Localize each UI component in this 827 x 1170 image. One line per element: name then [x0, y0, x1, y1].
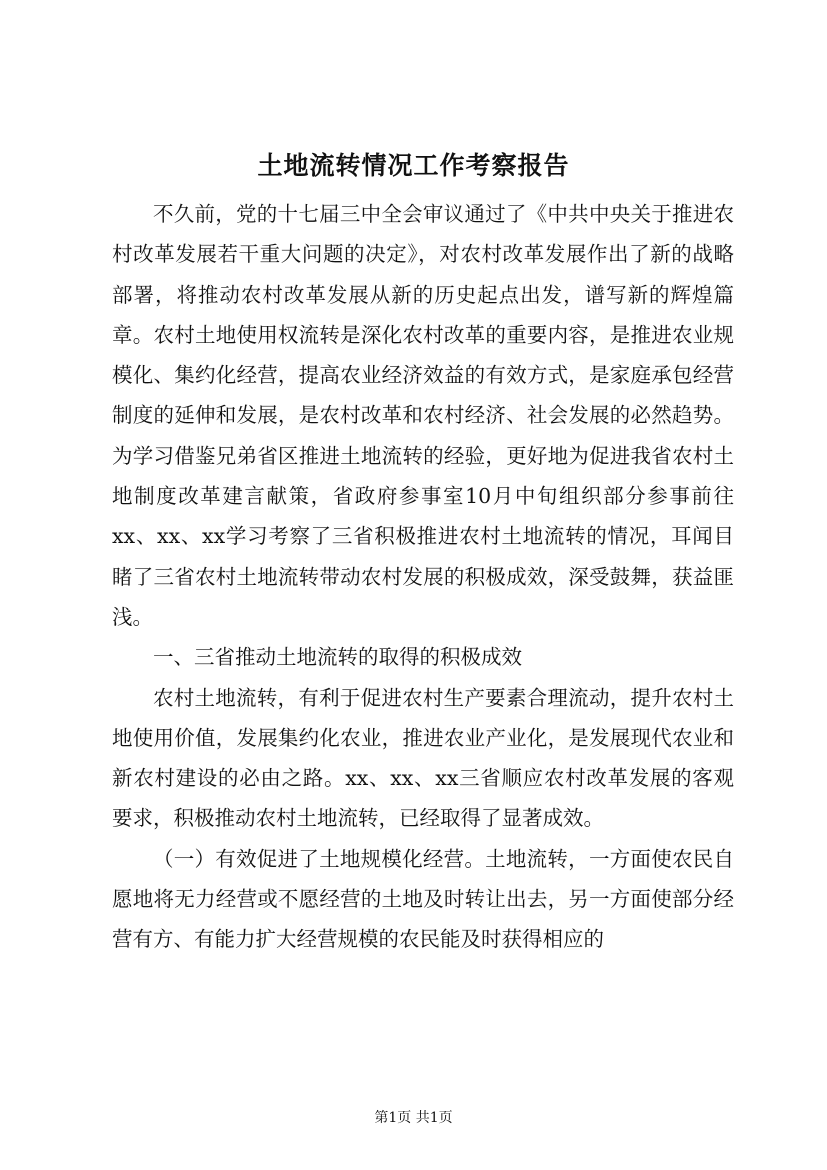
paragraph-section-intro: 农村土地流转，有利于促进农村生产要素合理流动，提升农村土地使用价值，发展集约化农业，推进农业产业化，是发展现代农业和新农村建设的必由之路。xx、xx、xx三省顺应农村改革发展的客观要求，积极推动农村土地流转，已经取得了显著成效。: [112, 685, 734, 831]
paragraph-intro: 不久前，党的十七届三中全会审议通过了《中共中央关于推进农村改革发展若干重大问题的决定》，对农村改革发展作出了新的战略部署，将推动农村改革发展从新的历史起点出发，谱写新的辉煌篇章。农村土地使用权流转是深化农村改革的重要内容，是推进农业规模化、集约化经营，提高农业经济效益的有效方式，是家庭承包经营制度的延伸和发展，是农村改革和农村经济、社会发展的必然趋势。为学习借鉴兄弟省区推进土地流转的经验，更好地为促进我省农村土地制度改革建言献策，省政府参事室10月中旬组织部分参事前往xx、xx、xx学习考察了三省积极推进农村土地流转的情况，耳闻目睹了三省农村土地流转带动农村发展的积极成效，深受鼓舞，获益匪浅。: [112, 202, 734, 629]
paragraph-subsection-1: （一）有效促进了土地规模化经营。土地流转，一方面使农民自愿地将无力经营或不愿经营的土地及时转让出去，另一方面使部分经营有方、有能力扩大经营规模的农民能及时获得相应的: [112, 846, 734, 952]
section-heading: 一、三省推动土地流转的取得的积极成效: [153, 645, 522, 670]
document-body: [112, 194, 734, 960]
page-footer: 第1页 共1页: [374, 1110, 453, 1126]
document-title: 土地流转情况工作考察报告: [257, 151, 570, 180]
